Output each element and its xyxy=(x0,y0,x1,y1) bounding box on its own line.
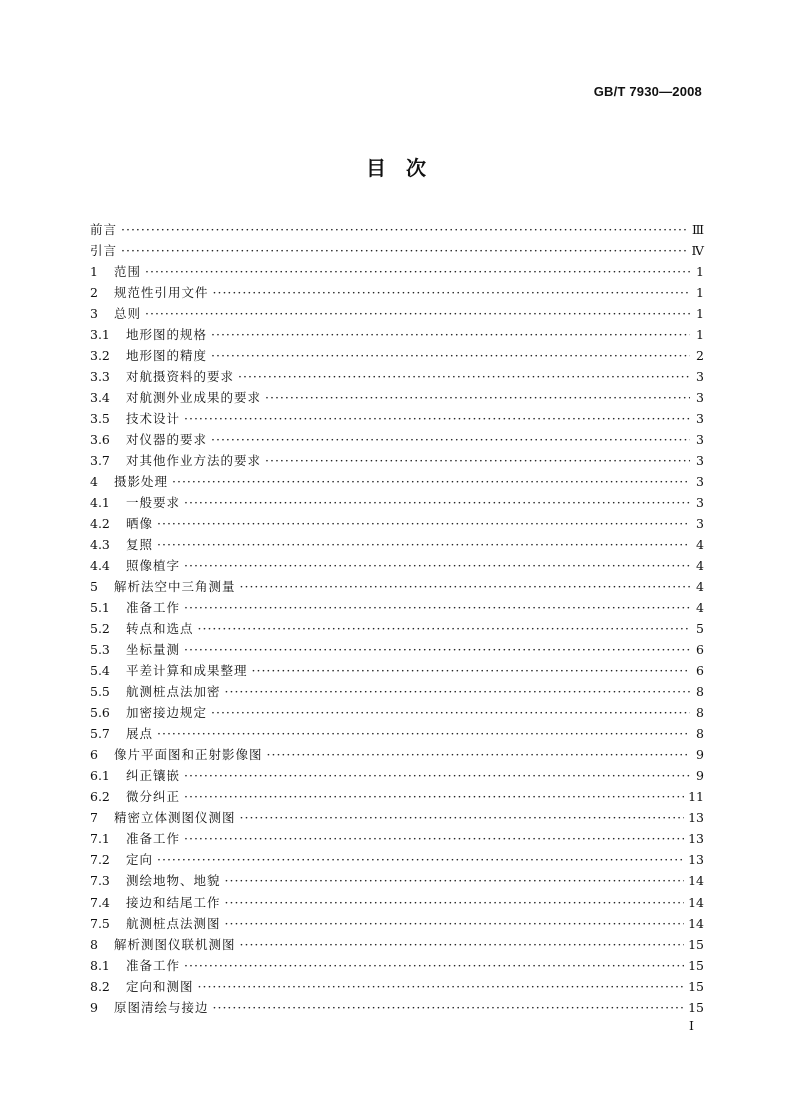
toc-entry-number: 5.2 xyxy=(90,621,110,637)
toc-leader-dots xyxy=(184,597,690,618)
toc-entry-number: 7.2 xyxy=(90,852,110,868)
toc-entry-number: 5.5 xyxy=(90,684,110,700)
toc-entry-page: 13 xyxy=(688,852,704,868)
toc-entry-title: 地形图的精度 xyxy=(126,348,208,364)
toc-entry[interactable] xyxy=(90,450,704,471)
toc-entry-page: 8 xyxy=(696,726,704,742)
toc-entry[interactable] xyxy=(90,828,704,849)
toc-entry-title: 精密立体测图仪测图 xyxy=(114,810,236,826)
toc-leader-dots xyxy=(225,892,685,913)
toc-entry-page: 11 xyxy=(688,789,704,805)
toc-leader-dots xyxy=(184,765,690,786)
toc-entry-title: 规范性引用文件 xyxy=(114,285,209,301)
toc-entry-page: 3 xyxy=(696,516,704,532)
toc-leader-dots xyxy=(157,849,684,870)
toc-leader-dots xyxy=(184,639,690,660)
toc-entry-title: 对仪器的要求 xyxy=(126,432,208,448)
toc-entry-title: 解析法空中三角测量 xyxy=(114,579,236,595)
toc-entry-title: 地形图的规格 xyxy=(126,327,208,343)
toc-entry-number: 8.2 xyxy=(90,978,110,994)
toc-entry[interactable] xyxy=(90,765,704,786)
toc-entry[interactable] xyxy=(90,681,704,702)
toc-entry[interactable] xyxy=(90,913,704,934)
toc-entry-page: 8 xyxy=(696,684,704,700)
toc-leader-dots xyxy=(265,387,690,408)
toc-entry-number: 7 xyxy=(90,810,98,826)
toc-entry-title: 解析测图仪联机测图 xyxy=(114,936,236,952)
toc-entry-number: 3.1 xyxy=(90,327,110,343)
toc-leader-dots xyxy=(211,429,690,450)
toc-entry[interactable] xyxy=(90,282,704,303)
toc-entry-title: 转点和选点 xyxy=(126,621,194,637)
toc-entry-number: 6.2 xyxy=(90,789,110,805)
toc-entry-page: 3 xyxy=(696,411,704,427)
toc-leader-dots xyxy=(213,997,685,1018)
toc-entry-number: 3.3 xyxy=(90,369,110,385)
toc-entry[interactable] xyxy=(90,660,704,681)
toc-entry-number: 4.4 xyxy=(90,558,110,574)
toc-entry-title: 复照 xyxy=(126,537,154,553)
toc-leader-dots xyxy=(184,555,690,576)
toc-entry-page: Ⅳ xyxy=(691,243,704,259)
toc-entry-page: 1 xyxy=(696,264,704,280)
toc-entry[interactable] xyxy=(90,303,704,324)
toc-entry[interactable] xyxy=(90,997,704,1018)
toc-leader-dots xyxy=(238,366,690,387)
toc-leader-dots xyxy=(157,534,690,555)
toc-entry-page: 6 xyxy=(696,663,704,679)
toc-entry[interactable] xyxy=(90,387,704,408)
toc-leader-dots xyxy=(184,786,684,807)
toc-leader-dots xyxy=(172,471,690,492)
toc-entry-title: 前言 xyxy=(90,222,118,237)
toc-entry-number: 5 xyxy=(90,579,98,595)
toc-entry[interactable] xyxy=(90,534,704,555)
toc-entry-title: 对航测外业成果的要求 xyxy=(126,390,262,406)
toc-entry[interactable] xyxy=(90,513,704,534)
toc-entry-title: 接边和结尾工作 xyxy=(126,894,221,910)
toc-entry-page: 15 xyxy=(688,936,704,952)
toc-entry-page: 14 xyxy=(688,915,704,931)
toc-entry[interactable] xyxy=(90,429,704,450)
toc-entry-number: 4.1 xyxy=(90,495,110,511)
toc-entry-title: 准备工作 xyxy=(126,831,181,847)
toc-entry-number: 9 xyxy=(90,999,98,1015)
toc-entry-page: 1 xyxy=(696,285,704,301)
toc-entry[interactable] xyxy=(90,934,704,955)
toc-entry-number: 5.1 xyxy=(90,600,110,616)
toc-leader-dots xyxy=(252,660,690,681)
toc-entry[interactable] xyxy=(90,639,704,660)
toc-entry-title: 定向和测图 xyxy=(126,978,194,994)
toc-entry-number: 3.5 xyxy=(90,411,110,427)
toc-leader-dots xyxy=(184,955,684,976)
toc-entry[interactable] xyxy=(90,976,704,997)
toc-leader-dots xyxy=(157,723,690,744)
toc-entry-title: 坐标量测 xyxy=(126,642,181,658)
toc-entry[interactable] xyxy=(90,219,704,240)
toc-entry-page: 3 xyxy=(696,474,704,490)
toc-entry[interactable] xyxy=(90,723,704,744)
toc-entry-page: 4 xyxy=(696,537,704,553)
toc-entry[interactable] xyxy=(90,744,704,765)
toc-entry-title: 一般要求 xyxy=(126,495,181,511)
toc-leader-dots xyxy=(225,681,690,702)
toc-entry-page: 8 xyxy=(696,705,704,721)
toc-leader-dots xyxy=(211,324,690,345)
toc-entry-page: 1 xyxy=(696,306,704,322)
toc-entry-number: 3.2 xyxy=(90,348,110,364)
toc-leader-dots xyxy=(145,303,690,324)
toc-entry-title: 对其他作业方法的要求 xyxy=(126,453,262,469)
toc-entry-number: 7.3 xyxy=(90,873,110,889)
toc-entry-number: 3.6 xyxy=(90,432,110,448)
toc-leader-dots xyxy=(267,744,690,765)
toc-leader-dots xyxy=(225,913,685,934)
toc-entry-title: 引言 xyxy=(90,243,118,259)
toc-leader-dots xyxy=(145,261,690,282)
toc-entry-page: 6 xyxy=(696,642,704,658)
toc-entry-number: 7.5 xyxy=(90,915,110,931)
toc-entry-number: 5.7 xyxy=(90,726,110,742)
toc-entry-title: 加密接边规定 xyxy=(126,705,208,721)
toc-entry-page: 3 xyxy=(696,369,704,385)
toc-entry[interactable] xyxy=(90,345,704,366)
toc-entry[interactable] xyxy=(90,576,704,597)
toc-entry-title: 总则 xyxy=(114,306,142,322)
toc-entry-title: 准备工作 xyxy=(126,600,181,616)
toc-leader-dots xyxy=(211,345,690,366)
toc-entry-number: 8.1 xyxy=(90,957,110,973)
toc-entry-page: 3 xyxy=(696,432,704,448)
toc-entry[interactable] xyxy=(90,366,704,387)
toc-leader-dots xyxy=(213,282,690,303)
toc-leader-dots xyxy=(240,576,690,597)
toc-entry[interactable] xyxy=(90,261,704,282)
toc-entry-title: 技术设计 xyxy=(126,411,181,427)
toc-entry[interactable] xyxy=(90,892,704,913)
toc-entry-number: 7.4 xyxy=(90,894,110,910)
toc-entry-page: 3 xyxy=(696,390,704,406)
toc-leader-dots xyxy=(198,976,685,997)
toc-entry-page: 5 xyxy=(696,621,704,637)
toc-entry[interactable] xyxy=(90,618,704,639)
toc-entry-number: 4 xyxy=(90,474,98,490)
toc-entry-page: 14 xyxy=(688,873,704,889)
toc-entry-number: 3.4 xyxy=(90,390,110,406)
toc-entry-page: 9 xyxy=(696,747,704,763)
toc-entry-title: 晒像 xyxy=(126,516,154,532)
toc-entry-title: 展点 xyxy=(126,726,154,742)
toc-entry-number: 6.1 xyxy=(90,768,110,784)
toc-leader-dots xyxy=(198,618,690,639)
toc-leader-dots xyxy=(211,702,690,723)
toc-leader-dots xyxy=(157,513,690,534)
toc-entry-page: 4 xyxy=(696,558,704,574)
toc-entry[interactable] xyxy=(90,555,704,576)
toc-entry-number: 3 xyxy=(90,306,98,322)
toc-entry-page: Ⅲ xyxy=(691,222,704,237)
toc-entry-number: 3.7 xyxy=(90,453,110,469)
toc-entry-page: 15 xyxy=(688,999,704,1015)
standard-code: GB/T 7930—2008 xyxy=(593,84,702,99)
toc-entry-number: 8 xyxy=(90,936,98,952)
toc-entry[interactable] xyxy=(90,702,704,723)
toc-entry[interactable] xyxy=(90,408,704,429)
toc-entry-title: 范围 xyxy=(114,264,142,280)
toc-entry[interactable] xyxy=(90,955,704,976)
toc-entry-page: 9 xyxy=(696,768,704,784)
toc-entry-number: 2 xyxy=(90,285,98,301)
toc-leader-dots xyxy=(225,870,685,891)
toc-entry-page: 4 xyxy=(696,600,704,616)
page-number: I xyxy=(689,1018,694,1033)
toc-entry-title: 航测桩点法加密 xyxy=(126,684,221,700)
toc-entry-title: 纠正镶嵌 xyxy=(126,768,181,784)
toc-entry-page: 15 xyxy=(688,957,704,973)
toc-entry[interactable] xyxy=(90,786,704,807)
toc-entry-number: 5.6 xyxy=(90,705,110,721)
table-of-contents xyxy=(90,219,704,1018)
toc-leader-dots xyxy=(240,807,685,828)
toc-entry[interactable] xyxy=(90,849,704,870)
toc-entry-title: 原图清绘与接边 xyxy=(114,999,209,1015)
toc-entry[interactable] xyxy=(90,240,704,261)
toc-entry-page: 14 xyxy=(688,894,704,910)
toc-entry-title: 微分纠正 xyxy=(126,789,181,805)
page-title: 目 次 xyxy=(366,156,426,180)
toc-entry[interactable] xyxy=(90,324,704,345)
toc-entry-title: 摄影处理 xyxy=(114,474,169,490)
toc-entry[interactable] xyxy=(90,870,704,891)
toc-entry-title: 准备工作 xyxy=(126,957,181,973)
toc-entry-page: 13 xyxy=(688,810,704,826)
toc-entry-page: 2 xyxy=(696,348,704,364)
toc-entry-number: 5.3 xyxy=(90,642,110,658)
toc-entry-number: 5.4 xyxy=(90,663,110,679)
toc-entry-number: 6 xyxy=(90,747,98,763)
toc-entry-title: 对航摄资料的要求 xyxy=(126,369,235,385)
toc-entry-title: 定向 xyxy=(126,852,154,868)
toc-leader-dots xyxy=(265,450,690,471)
toc-entry-number: 7.1 xyxy=(90,831,110,847)
toc-leader-dots xyxy=(184,408,690,429)
toc-entry-page: 13 xyxy=(688,831,704,847)
toc-entry[interactable] xyxy=(90,492,704,513)
toc-entry-title: 平差计算和成果整理 xyxy=(126,663,248,679)
toc-leader-dots xyxy=(184,828,684,849)
toc-entry[interactable] xyxy=(90,471,704,492)
toc-entry-page: 4 xyxy=(696,579,704,595)
toc-entry-page: 15 xyxy=(688,978,704,994)
toc-leader-dots xyxy=(121,219,688,240)
toc-entry-number: 4.3 xyxy=(90,537,110,553)
toc-entry-title: 像片平面图和正射影像图 xyxy=(114,747,263,763)
toc-leader-dots xyxy=(121,240,687,261)
toc-entry-title: 航测桩点法测图 xyxy=(126,915,221,931)
toc-entry-title: 测绘地物、地貌 xyxy=(126,873,221,889)
toc-entry-title: 照像植字 xyxy=(126,558,181,574)
toc-entry-page: 1 xyxy=(696,327,704,343)
toc-entry[interactable] xyxy=(90,597,704,618)
toc-entry-page: 3 xyxy=(696,453,704,469)
toc-entry-number: 4.2 xyxy=(90,516,110,532)
toc-leader-dots xyxy=(184,492,690,513)
toc-leader-dots xyxy=(240,934,685,955)
toc-entry-number: 1 xyxy=(90,264,98,280)
toc-entry-page: 3 xyxy=(696,495,704,511)
toc-entry[interactable] xyxy=(90,807,704,828)
